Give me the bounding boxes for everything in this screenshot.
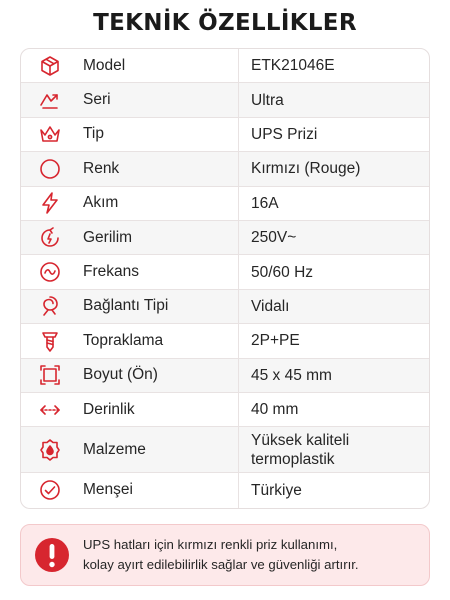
- spec-value: [239, 427, 429, 472]
- spec-row-frekans: [21, 255, 429, 289]
- depth-arrows-icon: [38, 398, 62, 422]
- spec-label: Boyut (Ön): [79, 359, 239, 392]
- spec-row-baglanti-tipi: [21, 290, 429, 324]
- spec-label: Topraklama: [79, 324, 239, 357]
- spec-value-line: Yüksek kaliteli: [251, 431, 350, 449]
- lightning-icon: [38, 191, 62, 215]
- spec-row-derinlik: [21, 393, 429, 427]
- spec-row-akim: [21, 187, 429, 221]
- spec-label: Model: [79, 49, 239, 82]
- check-circle-icon: [38, 478, 62, 502]
- connection-icon: [38, 294, 62, 318]
- spec-value-line: termoplastik: [251, 450, 335, 468]
- screw-icon: [38, 329, 62, 353]
- spec-label: Derinlik: [79, 393, 239, 426]
- spec-label: Akım: [79, 187, 239, 220]
- frame-icon: [38, 363, 62, 387]
- cube-icon: [38, 54, 62, 78]
- spec-value: 40 mm: [251, 401, 299, 419]
- spec-label: Tip: [79, 118, 239, 151]
- crown-icon: [38, 122, 62, 146]
- spec-value: Vidalı: [251, 297, 290, 315]
- spec-row-malzeme: [21, 427, 429, 473]
- spec-row-gerilim: [21, 221, 429, 255]
- spec-row-seri: [21, 83, 429, 117]
- spec-label: Gerilim: [79, 221, 239, 254]
- shield-icon: [38, 438, 62, 462]
- spec-value: 250V~: [251, 229, 297, 247]
- spec-label: Menşei: [79, 473, 239, 507]
- spec-value: 2P+PE: [251, 332, 300, 350]
- arrows-icon: [38, 88, 62, 112]
- spec-label: Seri: [79, 83, 239, 116]
- notice-box: [20, 524, 430, 586]
- spec-label: Bağlantı Tipi: [79, 290, 239, 323]
- circle-icon: [38, 157, 62, 181]
- spec-label: Renk: [79, 152, 239, 185]
- page-title: TEKNİK ÖZELLİKLER: [93, 10, 357, 36]
- spec-value: 45 x 45 mm: [251, 366, 332, 384]
- notice-line: UPS hatları için kırmızı renkli priz kullanımı,: [83, 537, 338, 552]
- spec-label: Frekans: [79, 255, 239, 288]
- spec-row-renk: [21, 152, 429, 186]
- spec-row-boyut: [21, 359, 429, 393]
- spec-row-topraklama: [21, 324, 429, 358]
- exclamation-icon: [33, 536, 71, 574]
- notice-line: kolay ayırt edilebilirlik sağlar ve güvenliği artırır.: [83, 557, 359, 572]
- spec-value: 16A: [251, 194, 279, 212]
- spec-value: 50/60 Hz: [251, 263, 314, 281]
- spec-value: Ultra: [251, 91, 284, 109]
- voltage-icon: [38, 226, 62, 250]
- spec-label: Malzeme: [79, 427, 239, 472]
- spec-value: ETK21046E: [251, 57, 335, 75]
- wave-icon: [38, 260, 62, 284]
- spec-row-mensei: [21, 473, 429, 507]
- spec-value: Kırmızı (Rouge): [251, 160, 361, 178]
- spec-row-tip: [21, 118, 429, 152]
- notice-text: [83, 535, 429, 575]
- spec-row-model: [21, 49, 429, 83]
- spec-table: [20, 48, 430, 509]
- spec-value: Türkiye: [251, 481, 302, 499]
- spec-value: UPS Prizi: [251, 125, 318, 143]
